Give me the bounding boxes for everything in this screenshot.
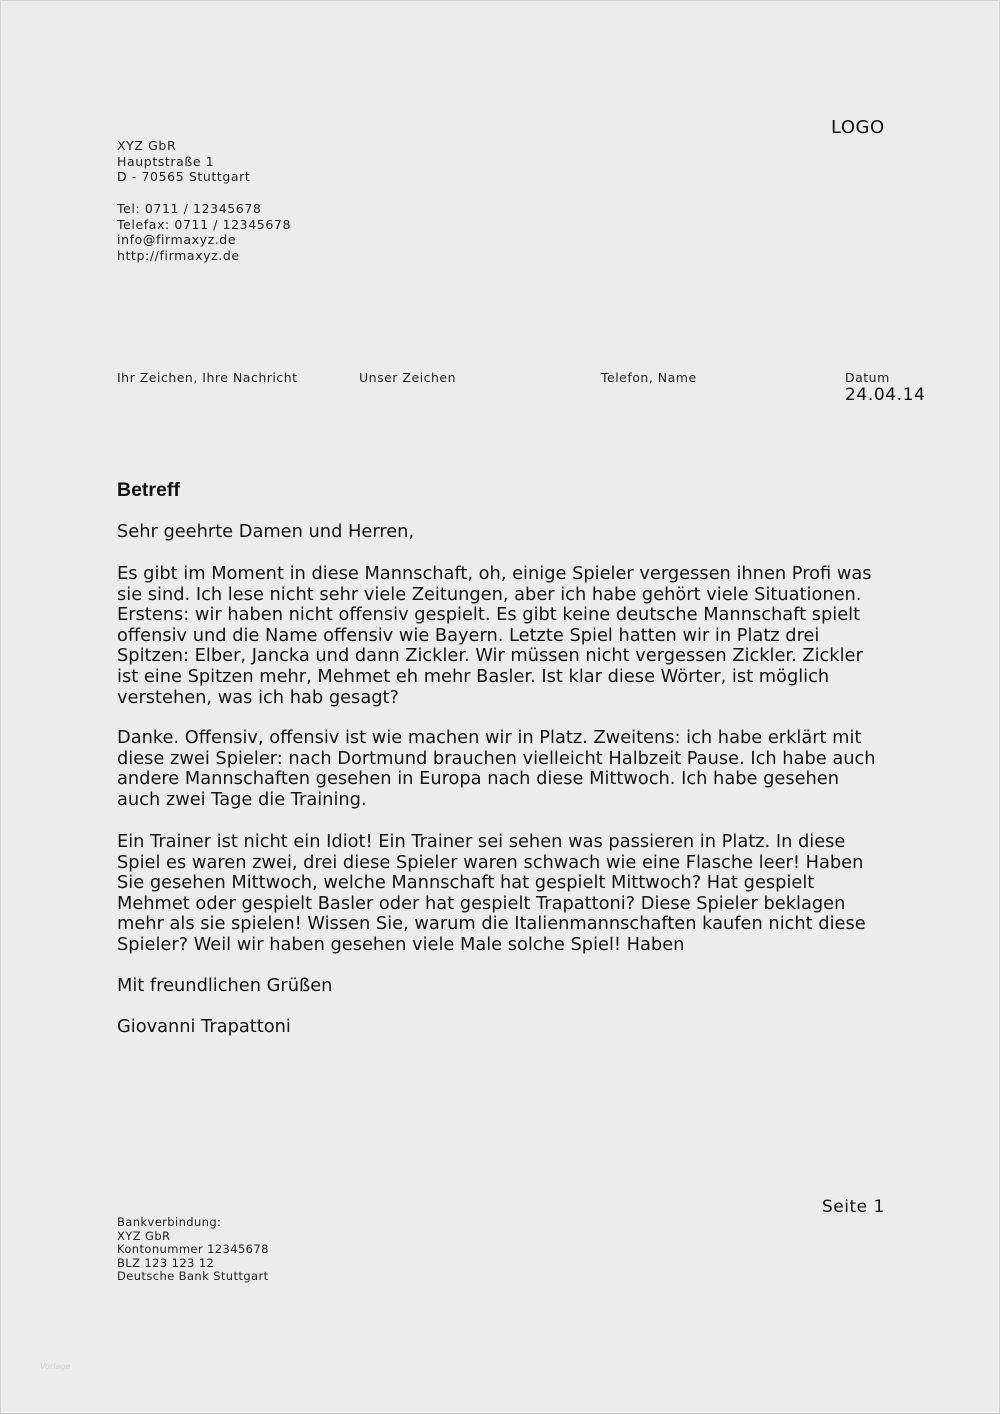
paragraph-line: ist eine Spitzen mehr, Mehmet eh mehr Basler. Ist klar diese Wörter, ist möglich <box>117 665 830 687</box>
sender-city: D - 70565 Stuttgart <box>117 169 251 185</box>
closing-formula: Mit freundlichen Grüßen <box>117 975 333 996</box>
paragraph-line: andere Mannschaften gesehen in Europa nach diese Mittwoch. Ich habe gesehen <box>117 768 840 790</box>
your-reference-label: Ihr Zeichen, Ihre Nachricht <box>117 370 298 385</box>
sender-address <box>117 138 250 185</box>
paragraph-line: auch zwei Tage die Training. <box>117 788 367 810</box>
bank-heading: Bankverbindung: <box>117 1215 222 1229</box>
watermark: Vorlage <box>40 1362 71 1371</box>
paragraph-line: offensiv und die Name offensiv wie Bayern. Letzte Spiel hatten wir in Platz drei <box>117 624 820 646</box>
paragraph-line: Erstens: wir haben nicht offensiv gespielt. Es gibt keine deutsche Mannschaft spielt <box>117 604 861 626</box>
paragraph-line: Ein Trainer ist nicht ein Idiot! Ein Trainer sei sehen was passieren in Platz. In diese <box>117 831 846 852</box>
contact-website: http://firmaxyz.de <box>117 248 240 264</box>
paragraph-line: mehr als sie spielen! Wissen Sie, warum die Italienmannschaften kaufen nicht diese <box>117 913 866 935</box>
contact-phone: Tel: 0711 / 12345678 <box>117 201 262 216</box>
paragraph-line: Spiel es waren zwei, drei diese Spieler waren schwach wie eine Flasche leer! Haben <box>117 851 864 873</box>
paragraph-line: Es gibt im Moment in diese Mannschaft, oh, einige Spieler vergessen ihnen Profi was <box>117 563 872 584</box>
paragraph-line: Danke. Offensiv, offensiv ist wie machen wir in Platz. Zweitens: ich habe erklärt mit <box>117 727 862 748</box>
paragraph-line: Sie gesehen Mittwoch, welche Mannschaft hat gespielt Mittwoch? Hat gespielt <box>117 872 815 894</box>
subject-heading: Betreff <box>117 479 180 501</box>
our-reference-label: Unser Zeichen <box>359 370 457 385</box>
company-logo: LOGO <box>831 117 885 138</box>
bank-name: Deutsche Bank Stuttgart <box>117 1269 269 1284</box>
sender-contact <box>117 201 291 264</box>
body-paragraph-1 <box>117 564 872 708</box>
paragraph-line: sie sind. Ich lese nicht sehr viele Zeitungen, aber ich habe gehört viele Situationen. <box>117 583 862 605</box>
bank-account-holder: XYZ GbR <box>117 1228 171 1243</box>
paragraph-line: verstehen, was ich hab gesagt? <box>117 686 399 708</box>
bank-account-number: Kontonummer 12345678 <box>117 1242 269 1257</box>
paragraph-line: Spieler? Weil wir haben gesehen viele Male solche Spiel! Haben <box>117 933 685 955</box>
signature-name: Giovanni Trapattoni <box>117 1016 291 1037</box>
body-paragraph-2 <box>117 728 876 810</box>
page-number: Seite 1 <box>822 1197 885 1217</box>
salutation: Sehr geehrte Damen und Herren, <box>117 521 415 542</box>
body-paragraph-3 <box>117 832 866 956</box>
sender-street: Hauptstraße 1 <box>117 153 215 169</box>
bank-code: BLZ 123 123 12 <box>117 1255 215 1270</box>
bank-details <box>117 1216 269 1284</box>
paragraph-line: Mehmet oder gespielt Basler oder hat gespielt Trapattoni? Diese Spieler beklagen <box>117 892 846 914</box>
phone-name-label: Telefon, Name <box>601 370 697 385</box>
contact-email: info@firmaxyz.de <box>117 232 237 248</box>
sender-company: XYZ GbR <box>117 138 177 153</box>
date-value: 24.04.14 <box>845 385 926 405</box>
contact-fax: Telefax: 0711 / 12345678 <box>117 216 292 232</box>
date-label: Datum <box>845 370 890 385</box>
paragraph-line: Spitzen: Elber, Jancka und dann Zickler. Wir müssen nicht vergessen Zickler. Zickler <box>117 645 863 667</box>
paragraph-line: diese zwei Spieler: nach Dortmund brauchen vielleicht Halbzeit Pause. Ich habe auch <box>117 747 876 769</box>
